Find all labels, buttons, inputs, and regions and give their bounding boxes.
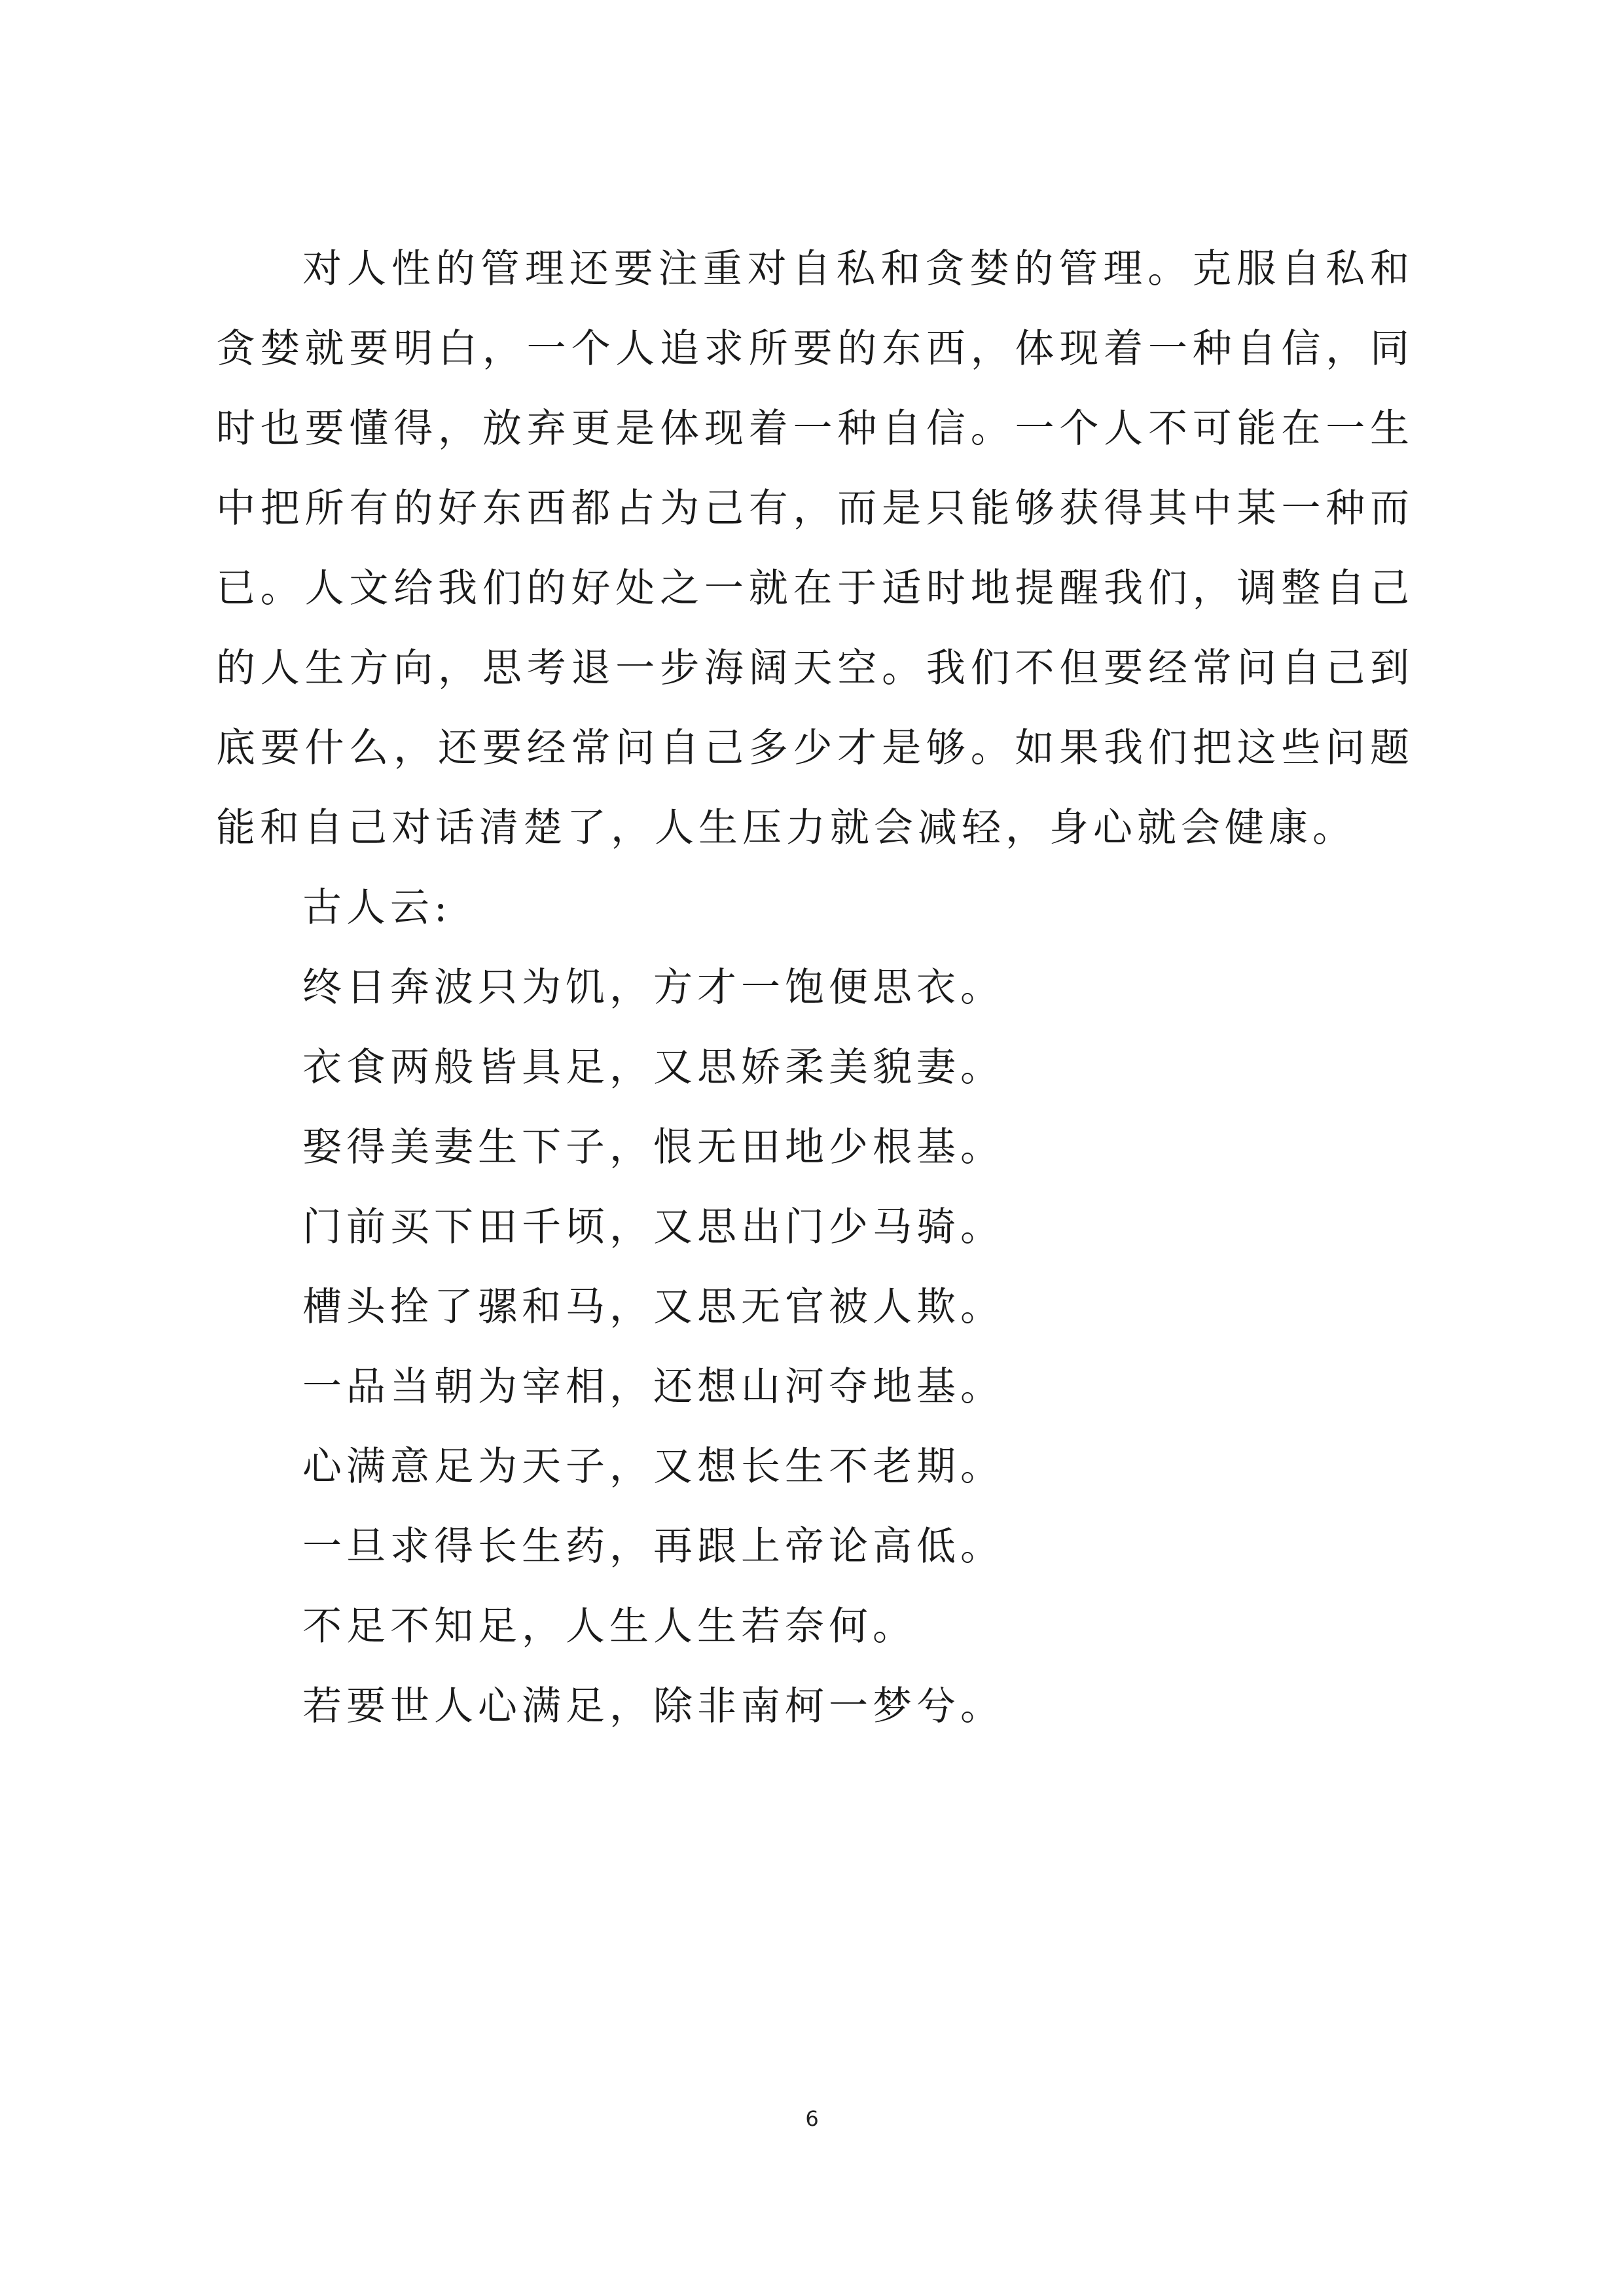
poem-line: 一品当朝为宰相，还想山河夺地基。	[302, 1364, 1004, 1410]
poem-line: 不足不知足，人生人生若奈何。	[302, 1604, 916, 1649]
poem-line: 门前买下田千顷，又思出门少马骑。	[302, 1204, 1004, 1250]
body-text	[216, 229, 1414, 1746]
poem-intro: 古人云:	[302, 885, 452, 931]
poem-line: 一旦求得长生药，再跟上帝论高低。	[302, 1524, 1004, 1570]
poem-line: 若要世人心满足，除非南柯一梦兮。	[302, 1683, 1004, 1729]
poem-line: 娶得美妻生下子，恨无田地少根基。	[302, 1124, 1004, 1170]
poem-line: 心满意足为天子，又想长生不老期。	[302, 1444, 1004, 1490]
paragraph: 对人性的管理还要注重对自私和贪婪的管理。克服自私和贪婪就要明白，一个人追求所要的东西，体现着一种自信，同时也要懂得，放弃更是体现着一种自信。一个人不可能在一生中把所有的好东西都占为己有，而是只能够获得其中某一种而已。人文给我们的好处之一就在于适时地提醒我们，调整自己的人生方向，思考退一步海阔天空。我们不但要经常问自己到底要什么，还要经常问自己多少才是够。如果我们把这些问题能和自己对话清楚了，人生压力就会减轻，身心就会健康。	[216, 246, 1414, 851]
poem-line: 槽头拴了骡和马，又思无官被人欺。	[302, 1284, 1004, 1330]
page-number: 6	[805, 2106, 819, 2131]
poem-line: 终日奔波只为饥，方才一饱便思衣。	[302, 965, 1004, 1011]
poem-line: 衣食两般皆具足，又思娇柔美貌妻。	[302, 1045, 1004, 1090]
poem	[216, 948, 1414, 1746]
